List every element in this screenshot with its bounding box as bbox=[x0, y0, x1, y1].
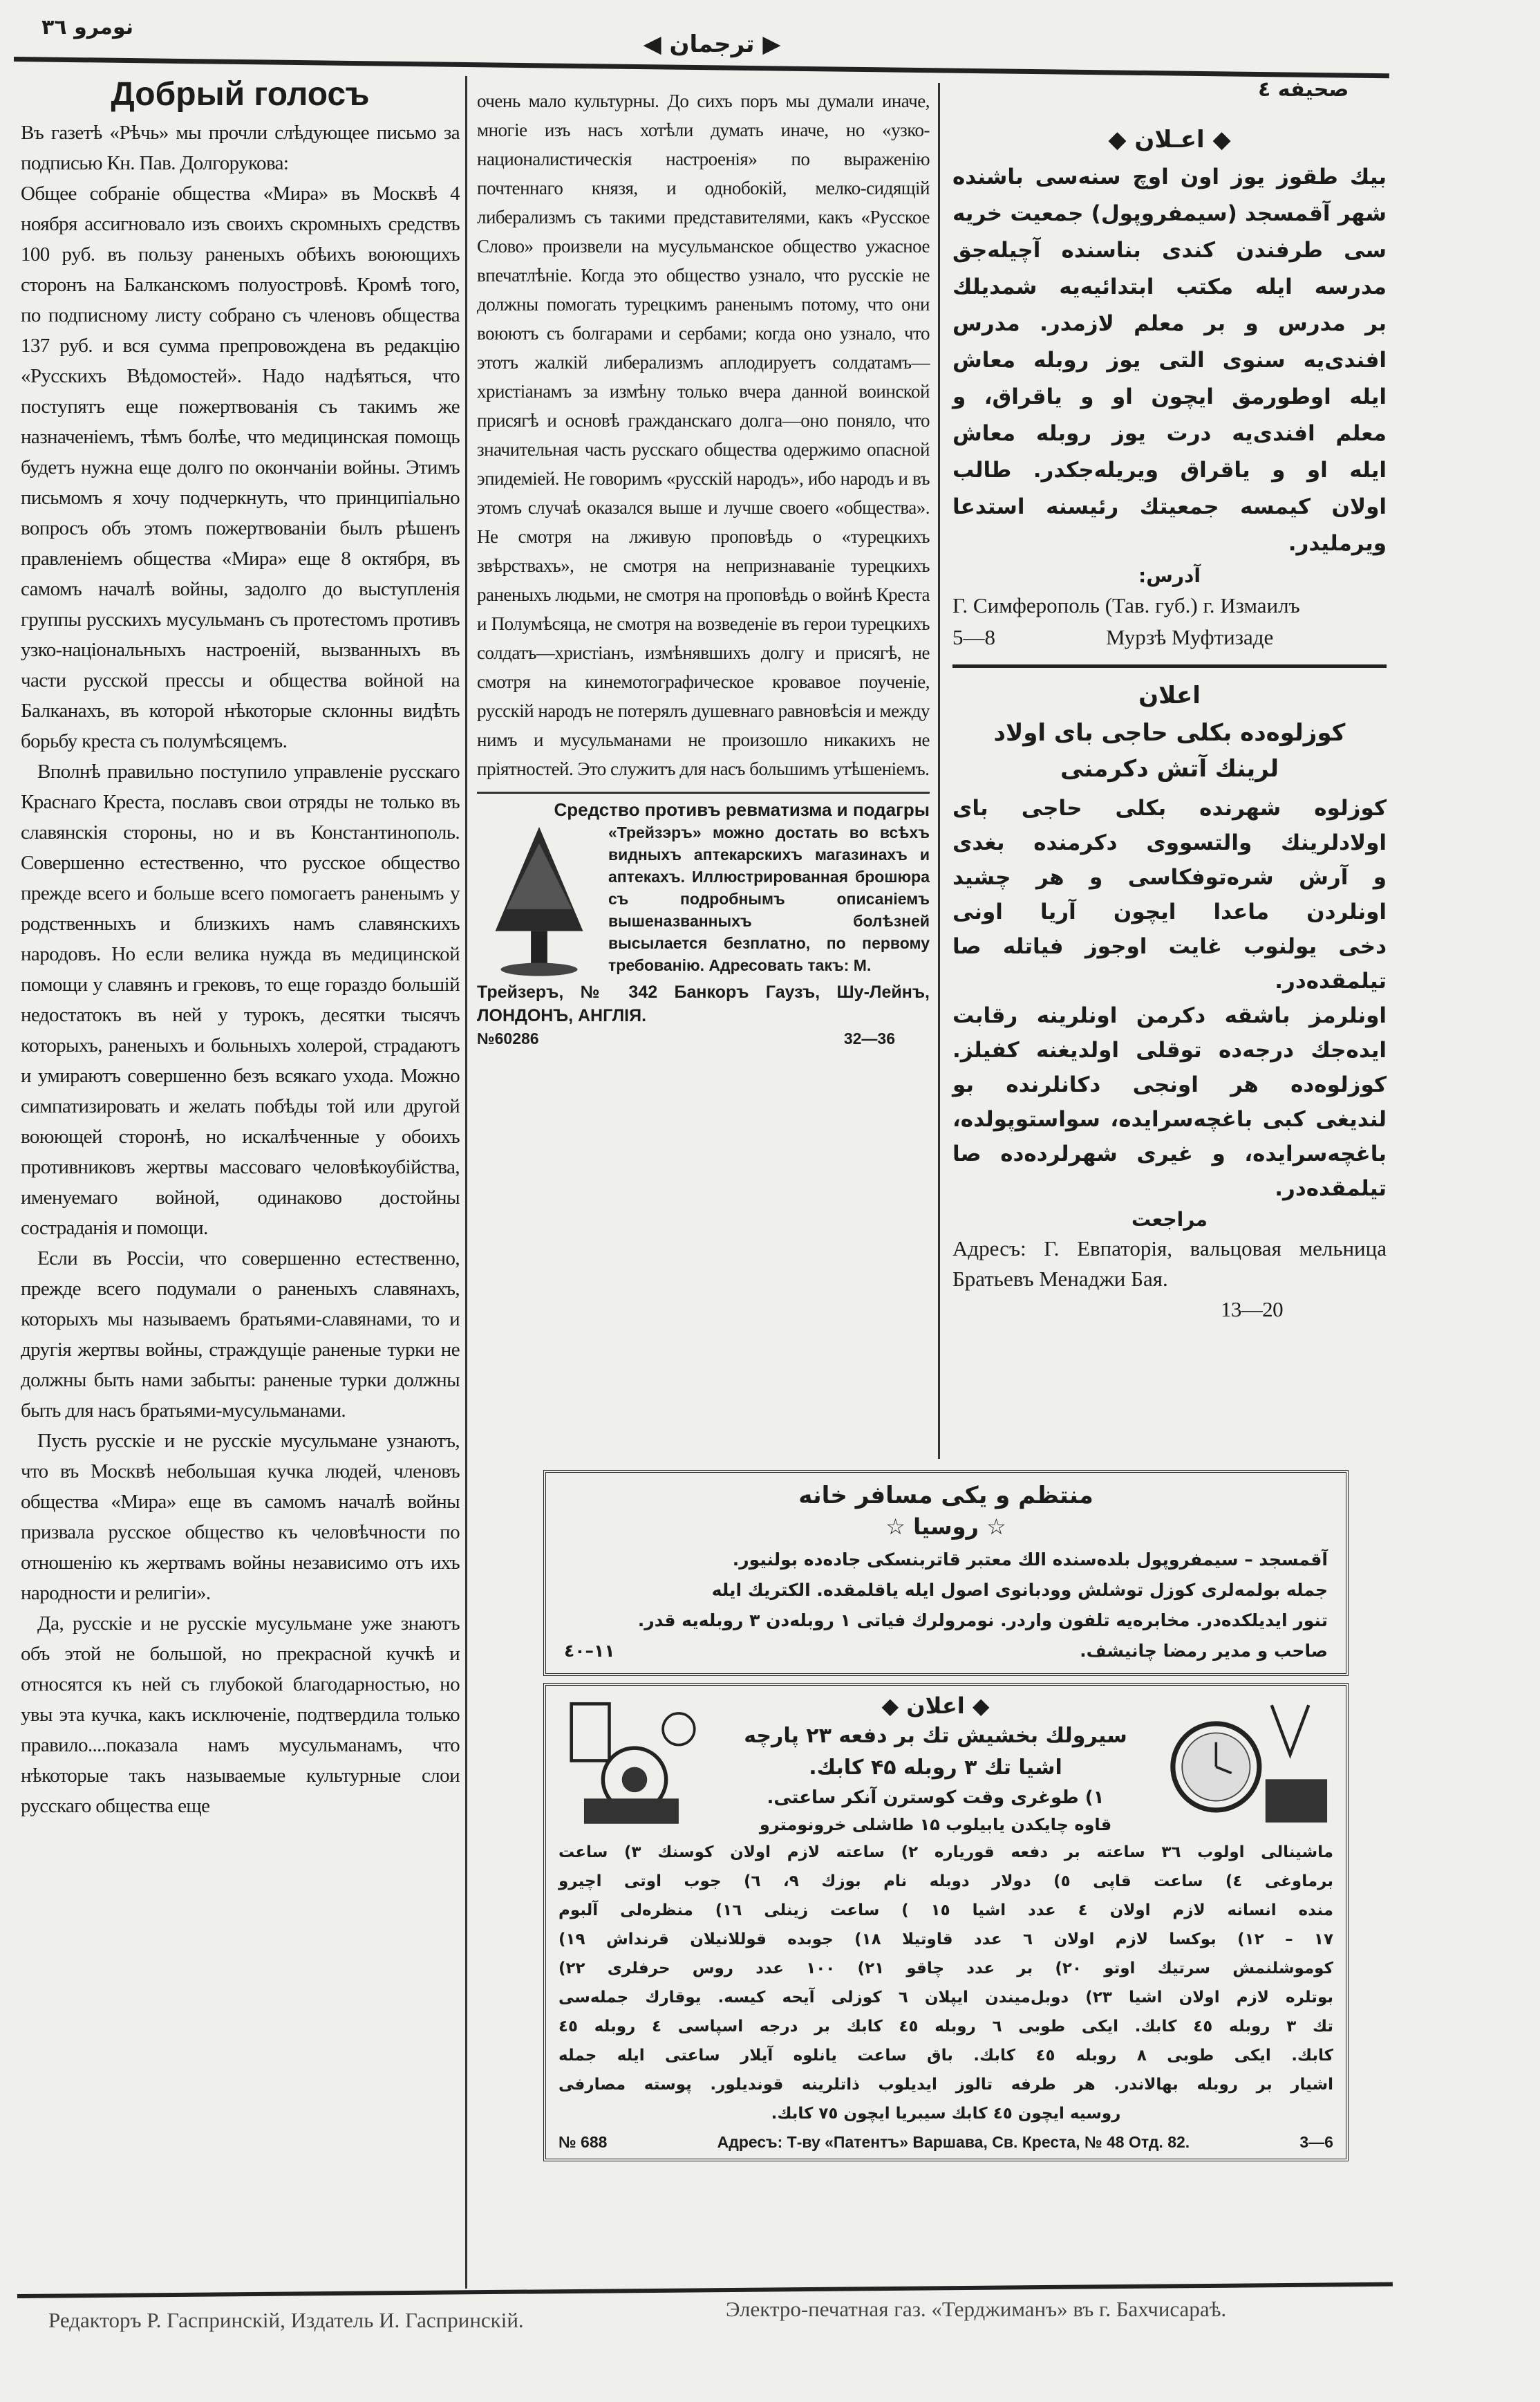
ad-run: 3—6 bbox=[1299, 2133, 1333, 2151]
page-number: صحيفه ٤ bbox=[1258, 77, 1349, 102]
gift-items-illustration-icon bbox=[558, 1691, 711, 1836]
ad-line: بيك طقوز يوز اون اوچ سنه‌سی باشنده bbox=[952, 165, 1387, 189]
ad-line: منده انسانه لازم اولان ٤ عدد اشيا ١٥ ) ساعت زينلی ١٦) منظره‌لی آلبوم bbox=[558, 1901, 1333, 1919]
ad-run: 13—20 bbox=[1220, 1297, 1283, 1321]
ad-run: 32—36 bbox=[843, 1030, 895, 1048]
ad-heading: ◆ اعلان ◆ bbox=[881, 1693, 990, 1719]
ad-line: روسيه ايچون ٤٥ كابك سيبريا ايچون ٧٥ كابك. bbox=[771, 2105, 1121, 2123]
footer-printer: Электро-печатная газ. «Терджиманъ» въ г. Бахчисараѣ. bbox=[726, 2297, 1227, 2321]
ad-line: اونلرمز باشقه دكرمن اونلرينه رقابت bbox=[952, 1003, 1387, 1028]
advertiser-name: Мурзѣ Муфтизаде bbox=[1106, 625, 1274, 649]
ad-subheading: كوزلوه‌ده بكلی حاجی بای اولاد bbox=[993, 719, 1346, 747]
column-3 bbox=[952, 124, 1387, 1325]
ad-headline: اشيا تك ۳ روبله ۴۵ كابك. bbox=[809, 1756, 1062, 1780]
hotel-line: تنور ايديلكده‌در. مخابره‌يه تلفون واردر. نومرولرك فياتی ۱ روبله‌دن ۳ روبله‌يه قدر. bbox=[637, 1610, 1328, 1630]
ad-line: كوزلوه شهرنده بكلی حاجی بای bbox=[952, 796, 1387, 821]
masthead bbox=[622, 30, 802, 58]
tree-illustration-icon bbox=[477, 821, 601, 980]
ad-line: ايله اوطورمق ايچون او و ياقراق، و bbox=[952, 384, 1387, 409]
ornament-right-icon: ▶ bbox=[762, 30, 781, 58]
ad-line: افندی‌يه سنوی التی يوز روبله معاش bbox=[952, 348, 1387, 373]
hotel-ad bbox=[543, 1470, 1349, 1676]
watch-ad bbox=[543, 1683, 1349, 2161]
ad-line: ايله او و ياقراق ويريله‌جكدر. طالب bbox=[952, 458, 1387, 483]
article-continuation: очень мало культурны. До сихъ поръ мы думали иначе, многіе изъ насъ хотѣли думать иначе, но «узко-националистическія настроенія» по выраженію почтеннаго князя, и однобокій, мелко-сидящій либерализмъ съ такими представителями, какъ «Русское Слово» произвели на мусульманское общество ужасное впечатлѣніе. Когда это общество узнало, что русскіе не должны помогать турецкимъ раненымъ потому, что они воюютъ съ болгарами и сербами; когда оно узнало, что этотъ жалкій либерализмъ аплодируетъ солдатамъ—христіанамъ за измѣну только вчера данной воинской присягѣ и основѣ гражданскаго долга—оно поняло, что значительная часть русскаго общества одержимо опасной эпидеміей. Не говоримъ «русскій народъ», ибо народъ и въ этомъ случаѣ оказался выше и лучше своего «общества». Не смотря на лживую проповѣдь о «турецкихъ звѣрствахъ», не смотря на непризнаваніе турецкихъ раненыхъ людьми, не смотря на проповѣдь о войнѣ Креста и Полумѣсяца, не смотря на возведеніе въ герои турецкихъ солдатъ—христіанъ, измѣнявшихъ долгу и присягѣ, не смотря на кинемотографическое кровавое поученіе, русскій народъ не потерялъ душевнаго равновѣсія и между нимъ и мусульманами не произошло никакихъ не пріятностей. Это служитъ для насъ большимъ утѣшеніемъ. bbox=[477, 91, 930, 779]
ad-line: لنديغی كبی باغچه‌سرايده، سواستوپولده، bbox=[952, 1107, 1387, 1132]
ad-line: اشيار بر روبله بهالاندر. هر طرفه تالوز ايديلوب ذاتلرينه قونديلور. پوسته مصارفی bbox=[558, 2076, 1333, 2094]
ad-line: كوزلوه‌ده هر اونجی دكانلرنده بو bbox=[952, 1072, 1387, 1097]
address: Г. Симферополь (Тав. губ.) г. Измаилъ bbox=[952, 593, 1300, 617]
ad-line: شهر آقمسجد (سيمفروپول) جمعيت خريه bbox=[952, 201, 1387, 226]
ad-line: برماوغی ٤) ساعت قاپی ٥) دولار دوبله نام بوزك ٩، ٦) جوب اوتی اچيرو bbox=[558, 1872, 1334, 1890]
ad-line: مدرسه ايله مكتب ابتدائيه‌يه شمديلك bbox=[952, 274, 1387, 299]
ad-line: اولان كيمسه جمعيتك رئيسنه استدعا bbox=[952, 494, 1387, 519]
ad-line: ١٧ – ١٢) بوكسا لازم اولان ٦ عدد قاوتيلا ١٨) جوبده قوللانيلان قرنداش ١٩) bbox=[558, 1930, 1333, 1948]
ad-number: № 688 bbox=[558, 2133, 608, 2151]
ornament-left-icon: ◀ bbox=[643, 30, 661, 58]
ad-line: بوتلره لازم اولان اشيا ٢٣) دوبل‌ميندن ايپلان ٦ كوزلی آيحه كيسه. يوقارك جمله‌سی bbox=[558, 1989, 1333, 2007]
ad-line: تيلمقده‌در. bbox=[1275, 969, 1387, 994]
ad-line: تيلمقده‌در. bbox=[1275, 1176, 1387, 1201]
ad-line: سی طرفندن كندی بناسنده آچيله‌جق bbox=[952, 238, 1387, 263]
address-label: آدرس: bbox=[1138, 564, 1201, 587]
ad-text: «Трейзэръ» можно достать во всѣхъ видныхъ аптекарскихъ магазинахъ и аптекахъ. Иллюстрированная брошюра съ подробнымъ описаніемъ вышеназванныхъ болѣзней высылается безплатно, по первому требованію. Адресовать такъ: М. bbox=[608, 823, 930, 974]
ad-line: كابك. ايكی طوبی ٨ روبله ٤٥ كابك. باق ساعت يانلوه آيلار ساعتی ايله جمله bbox=[558, 2047, 1333, 2065]
ad-subheading: لرينك آتش دكرمنی bbox=[1060, 755, 1279, 783]
ad-line: بر مدرس و بر معلم لازمدر. مدرس bbox=[952, 311, 1387, 336]
ad-headline: سيرولك بخشيش تك بر دفعه ۲۳ پارچه bbox=[744, 1724, 1127, 1748]
issue-number: نومرو ۳٦ bbox=[41, 15, 134, 39]
paragraph: Вполнѣ правильно поступило управленіе русскаго Краснаго Креста, пославъ свои отряды не только въ славянскія стороны, но и въ Константинополь. Совершенно естественно, что русское общество прежде всего и больше всего помогаетъ раненымъ у родственныхъ и близкихъ намъ славянскихъ народовъ. Но если велика нужда въ медицинской помощи у славянъ и грековъ, то еще гораздо большій недостатокъ въ ней у турокъ, десятки тысячъ которыхъ, раненыхъ и больныхъ холерой, страдаютъ и умираютъ совершенно безъ всякаго ухода. Можно симпатизировать и желать побѣды той или другой воюющей сторонѣ, но искалѣченные у обоихъ противниковъ жертвы массоваго человѣкоубійства, именуемаго войной, одинаково достойны состраданія и помощи. bbox=[21, 761, 460, 1239]
ad-address: Адресъ: Т-ву «Патентъ» Варшава, Св. Креста, № 48 Отд. 82. bbox=[717, 2133, 1190, 2151]
hotel-title: منتظم و يكی مسافر خانه bbox=[798, 1482, 1093, 1509]
ad-line: ويرملیدر. bbox=[1288, 531, 1387, 556]
address: Адресъ: Г. Евпаторія, вальцовая мельница Братьевъ Менаджи Бая. bbox=[952, 1236, 1387, 1291]
ad-number: №60286 bbox=[477, 1030, 539, 1048]
ad-address: Трейзеръ, № 342 Банкоръ Гаузъ, Шу-Лейнъ, ЛОНДОНЪ, АНГЛІЯ. bbox=[477, 983, 930, 1025]
hotel-owner: صاحب و مدير رمضا چانيشف. bbox=[1080, 1641, 1328, 1661]
paragraph: Пусть русскіе и не русскіе мусульмане узнаютъ, что въ Москвѣ небольшая кучка людей, членовъ общества «Мира» еще въ самомъ началѣ войны призвала русское общество къ человѣчности по отношенію къ жертвамъ войны независимо отъ ихъ народности и религіи». bbox=[21, 1430, 460, 1604]
ad-run: 5—8 bbox=[952, 625, 995, 649]
contact-label: مراجعت bbox=[1131, 1208, 1208, 1231]
ad-line: تك ۳ روبله ٤٥ كابك. ايكی طوبی ٦ روبله ٤٥ كابك بر درجه اسپاسی ٤ روبله ٤٥ bbox=[558, 2018, 1334, 2036]
hotel-line: آقمسجد – سيمفروپول بلده‌سنده الك معتبر قاتربنسكی جاده‌ده بولنيور. bbox=[732, 1549, 1328, 1570]
article-body bbox=[21, 118, 460, 1821]
column-divider bbox=[465, 76, 467, 2289]
ad-run: ۱۱–٤٠ bbox=[564, 1641, 615, 1661]
footer-editor: Редакторъ Р. Гаспринскій, Издатель И. Гаспринскій. bbox=[48, 2308, 524, 2332]
bottom-ads bbox=[543, 1470, 1349, 2161]
paragraph: Да, русскіе и не русскіе мусульмане уже знаютъ объ этой не большой, но прекрасной кучкѣ и относятся къ ней съ глубокой благодарностью, но увы эта кучка, какъ исключеніе, подтвердила только правило....показала намъ мусульманамъ, что нѣкоторые такъ называемые культурные слои русскаго общества еще bbox=[21, 1612, 460, 1817]
ad-line: ۱) طوغری وقت كوسترن آنكر ساعتی. bbox=[767, 1787, 1105, 1808]
ad-line: كوموشلنمش سرتيك اوتو ٢٠) بر عدد چاقو ٢١) ١٠٠ عدد روس حرفلری ٢٢) bbox=[558, 1959, 1333, 1977]
column-divider bbox=[938, 83, 940, 1459]
paragraph: Общее собраніе общества «Мира» въ Москвѣ 4 ноября ассигновало изъ своихъ скромныхъ средствъ 100 руб. въ пользу раненыхъ обѣихъ воюющихъ сторонъ на Балканскомъ полуостровѣ. Кромѣ того, по подписному листу собрано съ членовъ общества 137 руб. и вся сумма препровождена въ редакцію «Русскихъ Вѣдомостей». Надо надѣяться, что поступятъ еще пожертвованія съ такимъ же назначеніемъ, тѣмъ болѣе, что медицинская помощь будетъ нужна еще долго по окончаніи войны. Этимъ письмомъ я хочу подчеркнуть, что принципіально вопросъ объ этомъ пожертвованіи былъ рѣшенъ правленіемъ общества «Мира» еще 8 октября, въ самомъ началѣ войны, задолго до выступленія группы русскихъ мусульманъ съ протестомъ противъ узко-національныхъ настроеній, вызванныхъ въ части русской прессы и общества войной на Балканахъ, въ которой нѣкоторые склонны видѣть борьбу креста съ полумѣсяцемъ. bbox=[21, 183, 460, 752]
pocket-watch-icon bbox=[1161, 1691, 1333, 1836]
ad-line: قاوه چايكدن يابيلوب ۱۵ طاشلی خرونومترو bbox=[759, 1815, 1112, 1834]
footer-rule bbox=[17, 2282, 1393, 2298]
ad-separator bbox=[952, 664, 1387, 668]
ad-line: اونلردن ماعدا ايچون آريا اونی bbox=[952, 900, 1387, 924]
hotel-name: ☆ روسيا ☆ bbox=[885, 1514, 1006, 1540]
paragraph: Въ газетѣ «Рѣчь» мы прочли слѣдующее письмо за подписью Кн. Пав. Долгорукова: bbox=[21, 122, 460, 174]
article-title: Добрый голосъ bbox=[111, 76, 370, 113]
ad-line: دخی يولنوب غايت اوجوز فياتله صا bbox=[952, 934, 1387, 959]
ad-line: اولادلرينك والتسووی دكرمنده بغدی bbox=[952, 830, 1387, 855]
ad-line: معلم افندی‌يه درت يوز روبله معاش bbox=[952, 421, 1387, 446]
article-dobryi-golos bbox=[21, 75, 460, 1821]
ad-line: ايده‌جك درجه‌ده توقلی اولديغنه كفيلز. bbox=[952, 1038, 1387, 1063]
mill-ad bbox=[952, 680, 1387, 1325]
ad-heading: اعلان bbox=[1138, 682, 1201, 709]
treizer-ad bbox=[477, 792, 930, 1050]
column-2 bbox=[477, 86, 930, 1050]
masthead-title: ترجمان bbox=[669, 30, 755, 58]
hotel-line: جمله بولمه‌لری كوزل توشلش وودبانوی اصول ايله ياقلمقده. الكتريك ايله bbox=[711, 1580, 1328, 1600]
ad-line: و آرش شره‌توفكاسی و هر چشيد bbox=[952, 865, 1387, 890]
ad-heading: ◆ اعـلان ◆ bbox=[1108, 126, 1231, 153]
ad-headline: Средство противъ ревматизма и подагры bbox=[554, 799, 930, 820]
ad-line: باغچه‌سرايده، و غيری شهرلرده‌ده صا bbox=[952, 1142, 1387, 1166]
school-ad bbox=[952, 124, 1387, 653]
ad-line: ماشينالی اولوب ۳٦ ساعته بر دفعه قورياره ۲) ساعته لازم اولان كوسنك ۳) ساعت bbox=[558, 1843, 1333, 1861]
paragraph: Если въ Россіи, что совершенно естественно, прежде всего подумали о раненыхъ славянахъ, которыхъ мы называемъ братьями-славянами, то и другія жертвы войны, страждущіе раненые турки не должны быть нами забыты: раненые турки должны быть для насъ братьями-мусульманами. bbox=[21, 1247, 460, 1422]
